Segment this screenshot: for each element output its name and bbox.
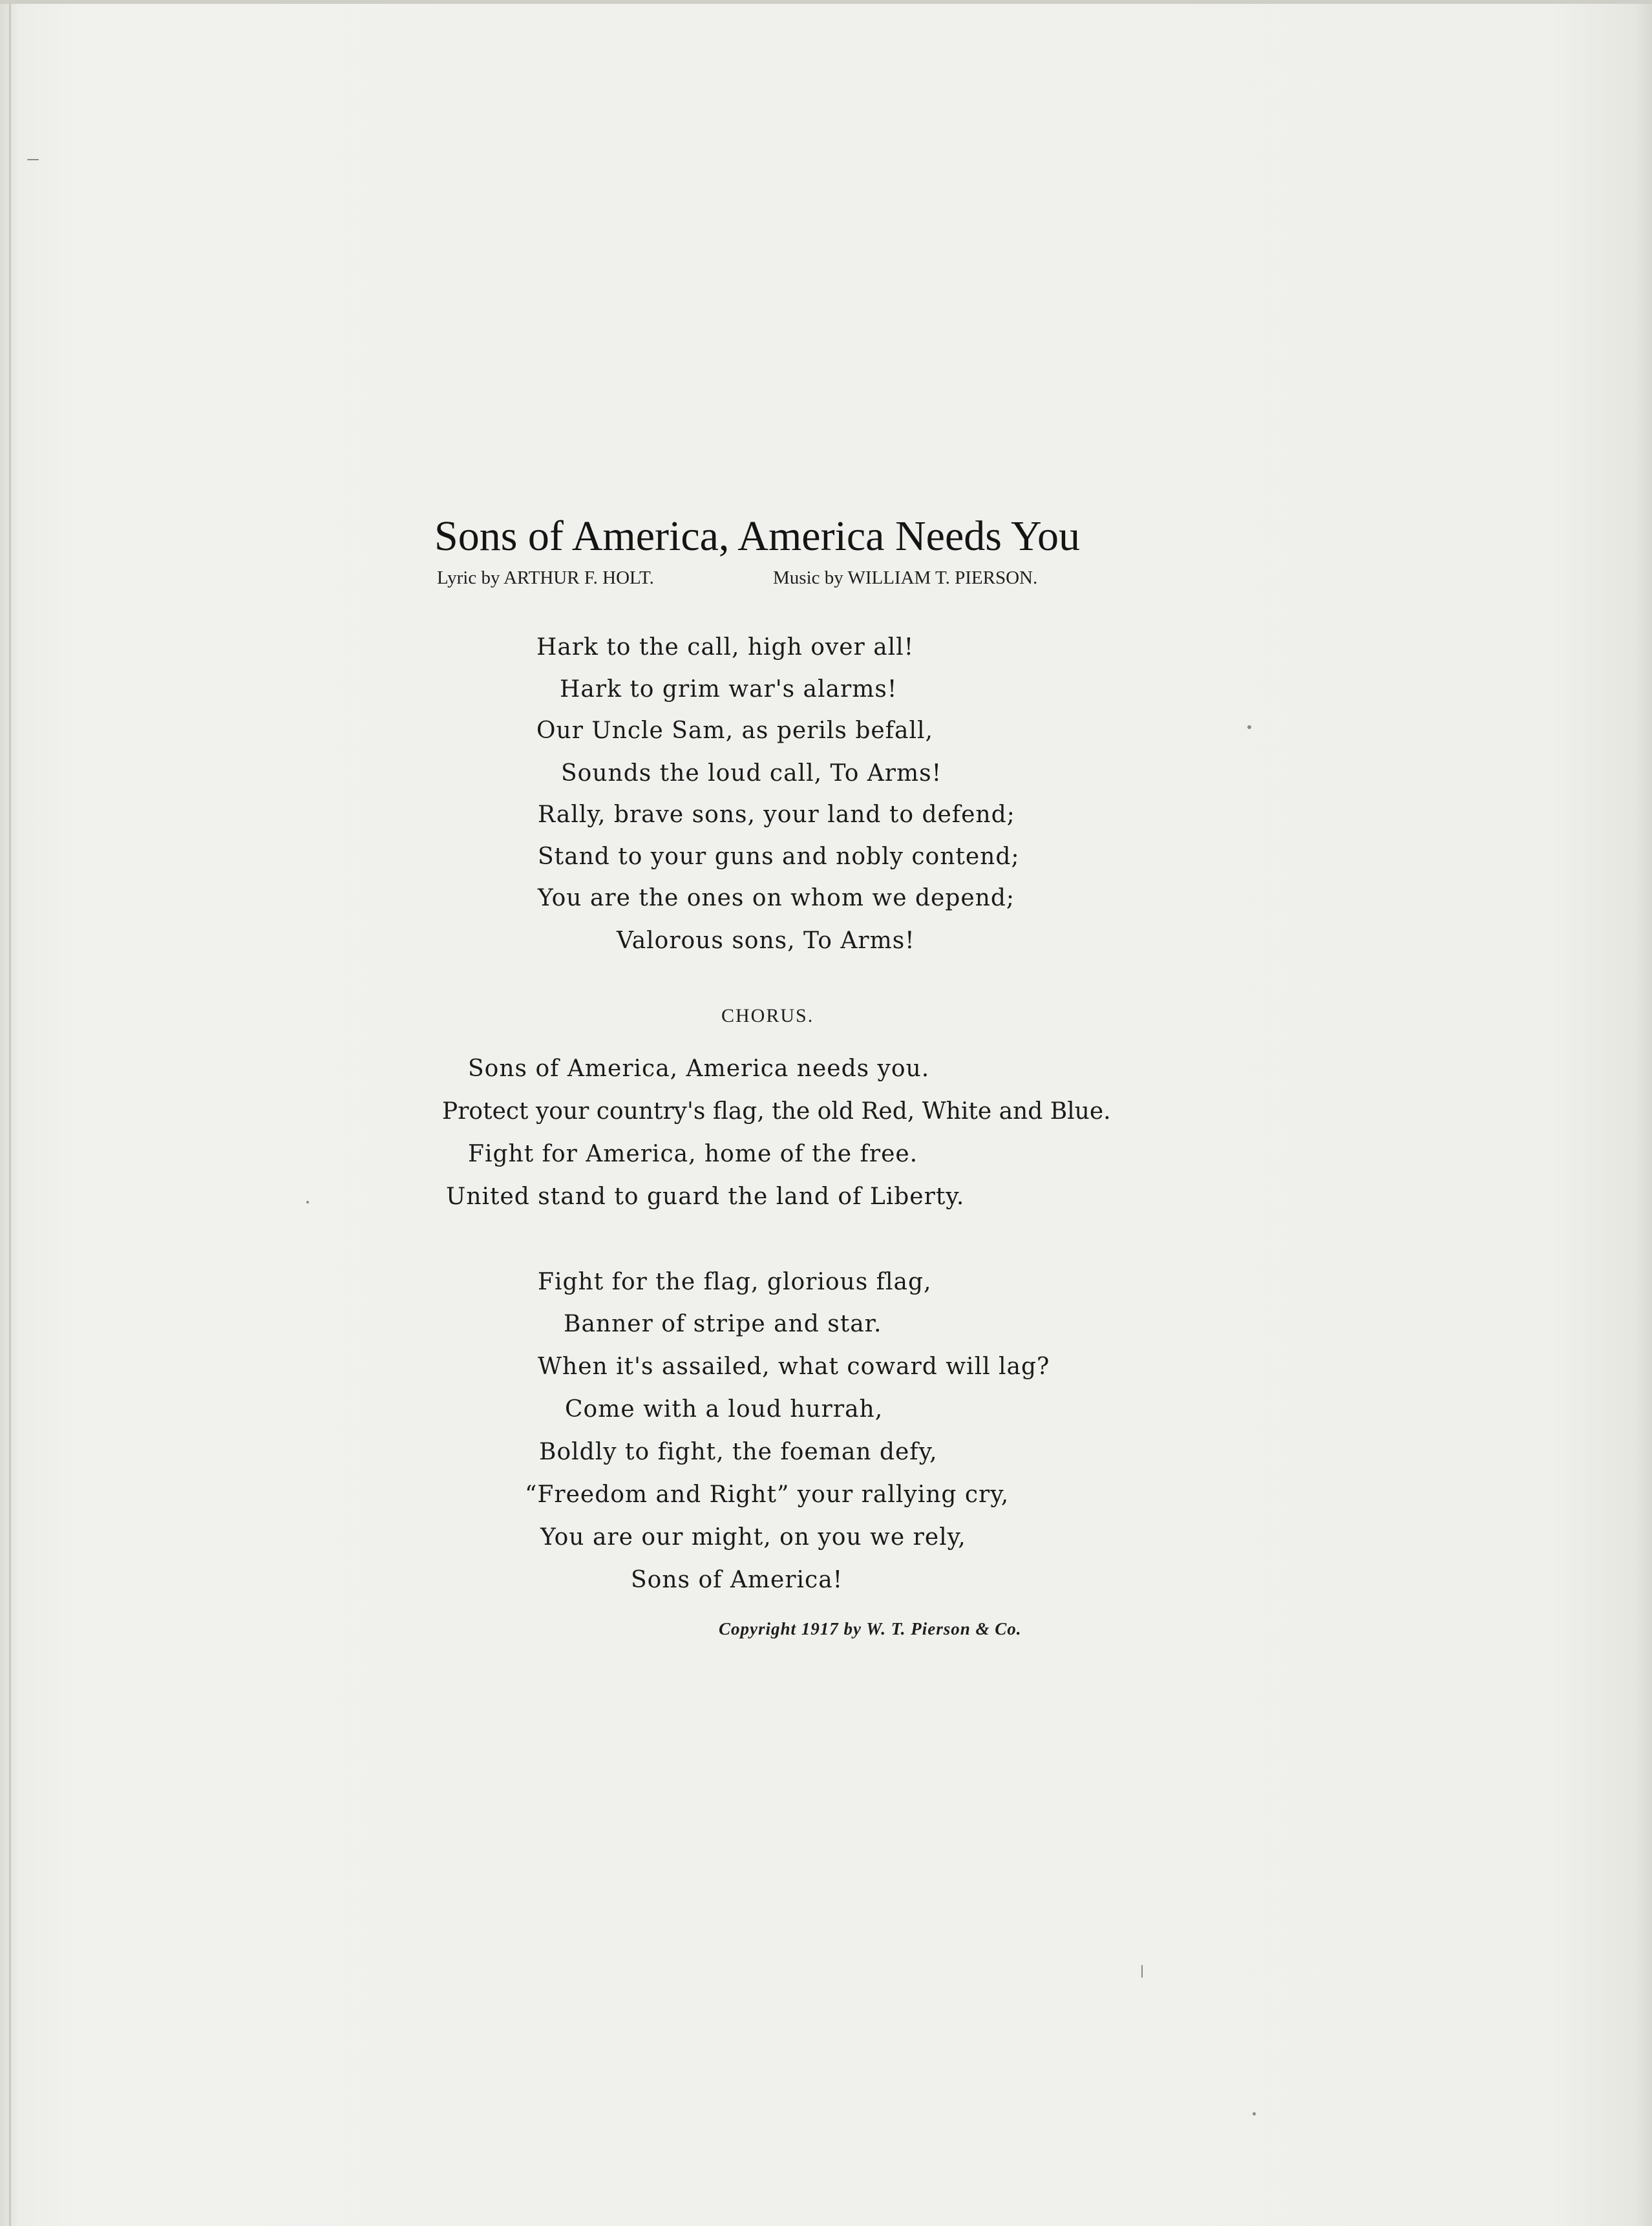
verse-line: Rally, brave sons, your land to defend;: [538, 801, 1015, 828]
paper-speck: [27, 159, 39, 160]
verse-line: You are the ones on whom we depend;: [538, 885, 1015, 911]
verse-line: Banner of stripe and star.: [564, 1311, 882, 1337]
verse-line: Hark to grim war's alarms!: [560, 676, 898, 703]
verse-line: Come with a loud hurrah,: [565, 1396, 884, 1423]
music-credit: Music by WILLIAM T. PIERSON.: [773, 567, 1038, 588]
verse-line: Valorous sons, To Arms!: [617, 928, 915, 954]
chorus-line: Sons of America, America needs you.: [468, 1055, 930, 1082]
chorus-line: Protect your country's flag, the old Red, White and Blue.: [442, 1098, 1111, 1125]
verse-line: Sounds the loud call, To Arms!: [561, 760, 942, 787]
song-title: Sons of America, America Needs You: [434, 513, 1081, 560]
chorus-line: United stand to guard the land of Liberty.: [446, 1183, 965, 1210]
page-top-edge: [0, 0, 1652, 4]
copyright-notice: Copyright 1917 by W. T. Pierson & Co.: [719, 1619, 1022, 1638]
lyric-credit: Lyric by ARTHUR F. HOLT.: [437, 567, 654, 588]
verse-line: You are our might, on you we rely,: [540, 1524, 966, 1551]
verse-line: Fight for the flag, glorious flag,: [538, 1269, 932, 1295]
verse-line: Sons of America!: [631, 1567, 843, 1593]
chorus-label: CHORUS.: [721, 1005, 814, 1026]
verse-line: “Freedom and Right” your rallying cry,: [525, 1481, 1010, 1508]
verse-line: Our Uncle Sam, as perils befall,: [536, 717, 933, 744]
paper-speck: [306, 1201, 309, 1203]
paper-speck: [1247, 725, 1251, 729]
verse-line: Boldly to fight, the foeman defy,: [539, 1439, 938, 1465]
verse-line: When it's assailed, what coward will lag?: [538, 1353, 1050, 1380]
paper-speck: [1141, 1965, 1143, 1978]
paper-speck: [1253, 2112, 1256, 2115]
verse-line: Hark to the call, high over all!: [536, 634, 915, 661]
page-left-edge: [9, 0, 11, 2226]
chorus-line: Fight for America, home of the free.: [468, 1141, 918, 1167]
verse-line: Stand to your guns and nobly contend;: [538, 843, 1020, 870]
